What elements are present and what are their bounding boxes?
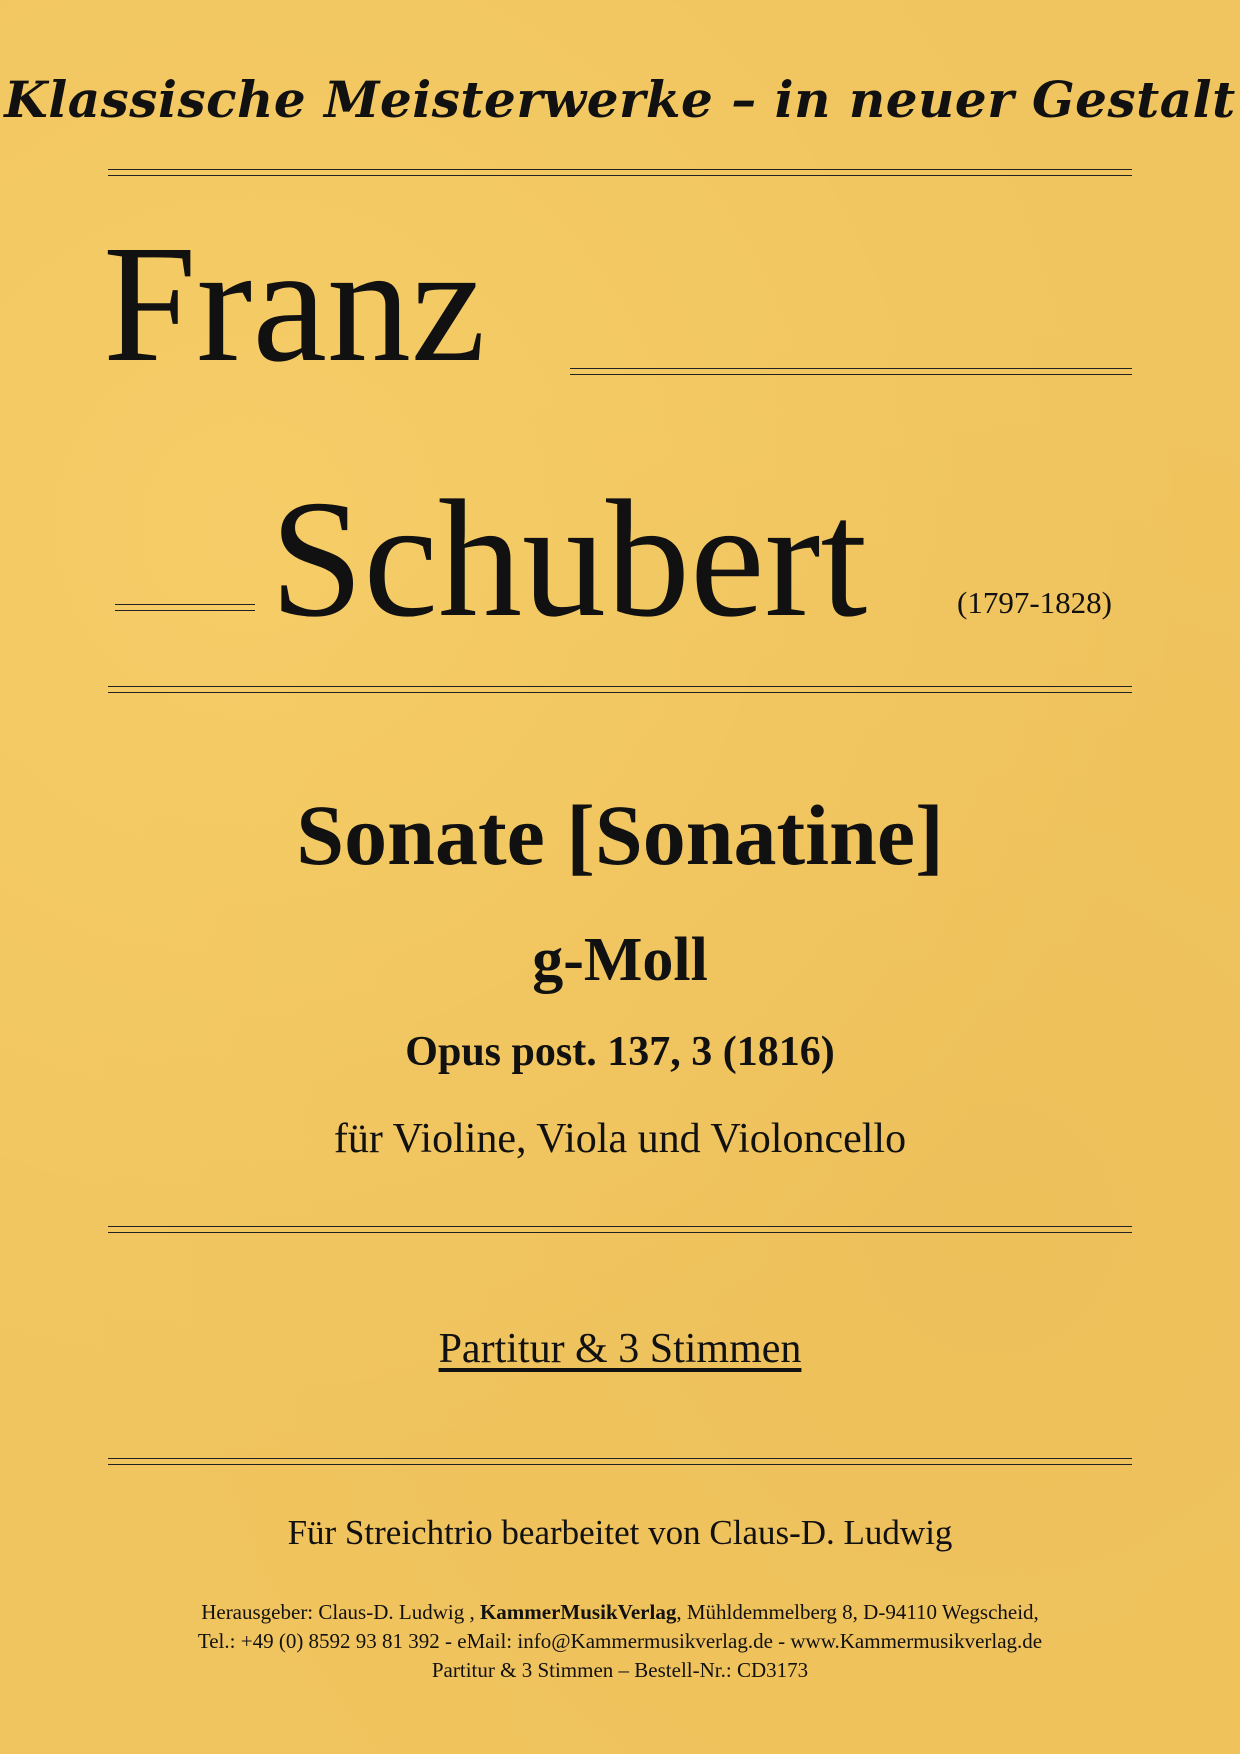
work-title: Sonate [Sonatine] xyxy=(296,787,944,883)
series-title: Klassische Meisterwerke – in neuer Gestalt xyxy=(4,70,1236,129)
footer-address: , Mühldemmelberg 8, D-94110 Wegscheid, xyxy=(676,1600,1039,1624)
divider-composer xyxy=(108,686,1132,693)
work-opus: Opus post. 137, 3 (1816) xyxy=(405,1029,835,1075)
composer-dates: (1797-1828) xyxy=(957,585,1112,620)
divider-first-name xyxy=(570,368,1132,375)
footer-publisher-line xyxy=(0,1598,1240,1627)
divider-edition xyxy=(108,1458,1132,1465)
work-key: g-Moll xyxy=(532,926,708,994)
composer-first-name: Franz xyxy=(103,211,486,397)
arranger-credit: Für Streichtrio bearbeitet von Claus-D. Ludwig xyxy=(287,1513,953,1552)
divider-last-name xyxy=(115,604,255,611)
footer-publisher-name: KammerMusikVerlag xyxy=(479,1600,677,1624)
footer-contact-line: Tel.: +49 (0) 8592 93 81 392 - eMail: info@Kammermusikverlag.de - www.Kammermusikverlag.de xyxy=(197,1629,1043,1653)
footer-order-number: Partitur & 3 Stimmen – Bestell-Nr.: CD3173 xyxy=(431,1658,809,1682)
divider-work xyxy=(108,1226,1132,1233)
composer-last-name: Schubert xyxy=(270,466,868,652)
work-instrumentation: für Violine, Viola und Violoncello xyxy=(333,1116,907,1162)
footer-editor: Herausgeber: Claus-D. Ludwig , xyxy=(201,1600,480,1624)
edition-label: Partitur & 3 Stimmen xyxy=(438,1326,802,1372)
divider-top xyxy=(108,169,1132,176)
